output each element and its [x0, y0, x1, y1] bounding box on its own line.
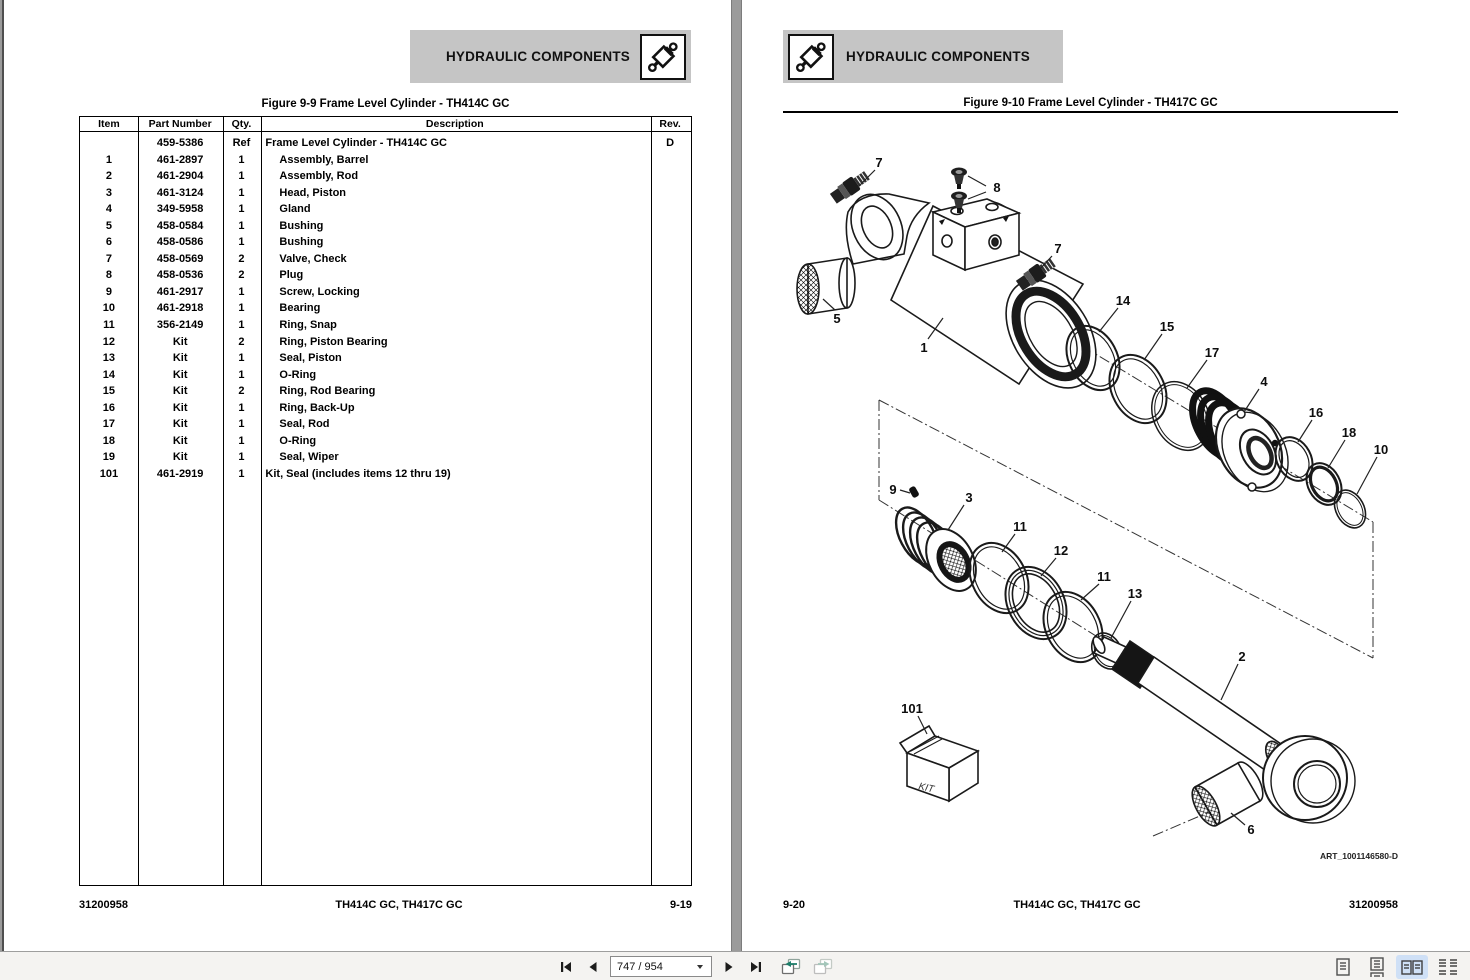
cell-item [80, 135, 138, 152]
previous-page-button[interactable] [583, 957, 603, 977]
two-page-continuous-layout-button[interactable] [1432, 955, 1464, 979]
first-page-icon [558, 959, 574, 975]
cell-qty: 1 [238, 451, 245, 464]
table-row [80, 466, 691, 483]
cell-desc: Ring, Rod Bearing [279, 385, 376, 398]
cell-qty: 1 [238, 319, 245, 332]
piston-head-3 [887, 501, 985, 600]
callout-8: 8 [993, 180, 1001, 195]
cell-item: 6 [105, 236, 112, 249]
cell-item: 16 [102, 401, 116, 414]
cell-part: 459-5386 [156, 137, 204, 149]
cell-item: 14 [102, 368, 116, 381]
cell-rev [649, 267, 691, 284]
cell-part: Kit [172, 352, 188, 365]
table-row [80, 267, 691, 284]
callout-12: 12 [1053, 543, 1069, 558]
page-footer [79, 899, 692, 911]
cell-rev [649, 449, 691, 466]
locking-screw-9 [908, 485, 920, 498]
cell-rev [649, 317, 691, 334]
cell-item: 13 [102, 352, 116, 365]
cell-rev [649, 334, 691, 351]
two-page-continuous-layout-icon [1436, 957, 1460, 977]
callout-17: 17 [1204, 345, 1220, 360]
cell-rev [649, 383, 691, 400]
cell-qty: 2 [238, 269, 245, 282]
single-page-layout-icon [1332, 957, 1354, 977]
bushing-6 [1187, 758, 1269, 830]
chapter-banner-title: HYDRAULIC COMPONENTS [445, 49, 630, 64]
first-page-button[interactable] [556, 957, 576, 977]
cell-part: 461-2904 [156, 170, 204, 183]
table-row [80, 234, 691, 251]
footer-model: TH414C GC, TH417C GC [1013, 899, 1141, 911]
cell-desc: Assembly, Barrel [279, 153, 369, 166]
footer-page-number: 9-20 [783, 899, 806, 911]
footer-doc-number: 31200958 [79, 899, 128, 911]
cell-part: Kit [172, 368, 188, 381]
cell-item: 10 [102, 302, 116, 315]
cell-qty: 1 [238, 186, 245, 199]
continuous-scroll-layout-button[interactable] [1362, 955, 1392, 979]
cell-rev [649, 300, 691, 317]
cell-item: 15 [102, 385, 116, 398]
cell-rev [649, 416, 691, 433]
col-header-part-number: Part Number [148, 118, 212, 130]
cell-rev [649, 234, 691, 251]
cell-desc: Ring, Piston Bearing [279, 335, 388, 348]
table-header-row [80, 117, 691, 132]
hydraulic-cylinder-icon [640, 34, 686, 80]
dropdown-caret-icon [697, 965, 703, 969]
table-column-divider [138, 117, 139, 885]
cell-qty: 2 [238, 252, 245, 265]
cell-desc: Seal, Wiper [279, 451, 339, 464]
page-number-combobox[interactable] [610, 956, 712, 977]
cell-desc: Frame Level Cylinder - TH414C GC [265, 137, 447, 149]
table-row [80, 383, 691, 400]
parts-table [79, 116, 692, 886]
cell-part: 458-0584 [156, 219, 204, 232]
page-footer [783, 899, 1398, 911]
callout-1: 1 [920, 340, 928, 355]
callout-6: 6 [1247, 822, 1255, 837]
cell-part: 461-2897 [156, 153, 204, 166]
previous-view-icon [781, 958, 802, 976]
ring-stack-right [1268, 431, 1372, 534]
cell-qty: 1 [238, 236, 245, 249]
table-row [80, 152, 691, 169]
cell-qty: 2 [238, 335, 245, 348]
seal-kit-box-101 [900, 726, 978, 801]
exploded-view-diagram [742, 0, 1470, 899]
last-page-button[interactable] [746, 957, 766, 977]
cell-part: 461-2917 [156, 285, 204, 298]
table-row [80, 284, 691, 301]
cell-item: 9 [105, 285, 112, 298]
cell-desc: Screw, Locking [279, 285, 360, 298]
table-row [80, 201, 691, 218]
cell-rev [649, 350, 691, 367]
callout-14: 14 [1115, 293, 1131, 308]
cell-rev [649, 400, 691, 417]
cell-item: 18 [102, 434, 116, 447]
cell-desc: Seal, Rod [279, 418, 330, 431]
cell-desc: O-Ring [279, 434, 317, 447]
previous-page-icon [585, 959, 601, 975]
cell-rev: D [666, 137, 675, 149]
cell-desc: Gland [279, 203, 311, 216]
cell-item: 7 [105, 252, 112, 265]
chapter-banner [410, 30, 691, 83]
table-row [80, 135, 691, 152]
cell-item: 11 [103, 319, 115, 332]
cell-item: 17 [102, 418, 116, 431]
table-row [80, 416, 691, 433]
cell-qty: 1 [238, 401, 245, 414]
table-row [80, 350, 691, 367]
cell-part: 461-2919 [156, 467, 204, 480]
callout-7b: 7 [1054, 241, 1062, 256]
table-row [80, 367, 691, 384]
manual-page-left [2, 0, 732, 951]
cell-item: 101 [99, 467, 119, 480]
cell-item: 12 [102, 335, 116, 348]
footer-model: TH414C GC, TH417C GC [335, 899, 463, 911]
table-row [80, 185, 691, 202]
cell-part: Kit [172, 335, 188, 348]
callout-5: 5 [833, 311, 841, 326]
callout-18: 18 [1341, 425, 1357, 440]
cell-item: 8 [105, 269, 112, 282]
cell-desc: Valve, Check [279, 252, 347, 265]
table-row [80, 168, 691, 185]
next-view-icon [813, 958, 834, 976]
cell-rev [649, 201, 691, 218]
table-row [80, 433, 691, 450]
cell-rev [649, 218, 691, 235]
table-row [80, 251, 691, 268]
table-row [80, 334, 691, 351]
manual-page-right [741, 0, 1470, 951]
cell-desc: Ring, Snap [279, 319, 337, 332]
cell-desc: Bushing [279, 219, 324, 232]
figure-title: Figure 9-10 Frame Level Cylinder - TH417C GC [963, 97, 1218, 109]
col-header-rev: Rev. [659, 118, 681, 130]
kit-box-label: KIT [917, 781, 935, 796]
last-page-icon [748, 959, 764, 975]
cell-qty: 2 [238, 385, 245, 398]
plug-upper [951, 168, 967, 190]
cell-part: Kit [172, 434, 188, 447]
callout-13: 13 [1127, 586, 1143, 601]
next-view-button[interactable] [811, 956, 836, 978]
single-page-layout-button[interactable] [1328, 955, 1358, 979]
cell-part: 349-5958 [156, 203, 204, 216]
table-row [80, 400, 691, 417]
page-number-input[interactable] [611, 961, 691, 973]
table-column-divider [261, 117, 262, 885]
cell-part: 458-0569 [156, 252, 204, 265]
cell-item: 1 [105, 153, 112, 166]
cell-desc: Assembly, Rod [279, 170, 359, 183]
cell-part: 458-0586 [156, 236, 204, 249]
cell-item: 3 [105, 186, 112, 199]
cell-item: 19 [102, 451, 116, 464]
cell-part: Kit [172, 451, 188, 464]
callout-101: 101 [901, 701, 923, 716]
cell-desc: Ring, Back-Up [279, 401, 355, 414]
page-navigation-group [556, 955, 836, 978]
callout-9: 9 [889, 482, 897, 497]
cell-qty: 1 [238, 170, 245, 183]
cell-rev [649, 185, 691, 202]
cell-part: 458-0536 [156, 269, 204, 282]
cell-desc: Plug [279, 269, 304, 282]
col-header-item: Item [98, 118, 120, 130]
cell-part: Kit [172, 418, 188, 431]
next-page-icon [721, 959, 737, 975]
callout-11: 11 [1013, 519, 1027, 534]
continuous-scroll-layout-icon [1366, 957, 1388, 977]
cell-qty: 1 [238, 203, 245, 216]
cell-part: Kit [172, 385, 188, 398]
cell-desc: Bushing [279, 236, 324, 249]
previous-view-button[interactable] [779, 956, 804, 978]
footer-doc-number: 31200958 [1349, 899, 1398, 911]
callout-4: 4 [1260, 374, 1268, 389]
cell-qty: 1 [238, 434, 245, 447]
cell-rev [649, 152, 691, 169]
cell-part: Kit [172, 401, 188, 414]
cell-qty: 1 [238, 467, 245, 480]
page-layout-group [1328, 954, 1464, 979]
cell-part: 461-3124 [156, 186, 204, 199]
cell-desc: Head, Piston [279, 186, 347, 199]
cell-rev [649, 168, 691, 185]
cell-qty: 1 [238, 153, 245, 166]
callout-7: 7 [875, 155, 883, 170]
cell-item: 2 [105, 170, 112, 183]
table-column-divider [651, 117, 652, 885]
bushing-5 [797, 258, 855, 314]
table-row [80, 218, 691, 235]
table-row [80, 317, 691, 334]
cell-qty: 1 [238, 302, 245, 315]
cell-qty: 1 [238, 352, 245, 365]
cell-part: 356-2149 [156, 319, 204, 332]
table-row [80, 449, 691, 466]
callout-10: 10 [1373, 442, 1389, 457]
chapter-banner-title: HYDRAULIC COMPONENTS [846, 49, 1031, 64]
col-header-qty: Qty. [231, 118, 252, 130]
callout-3: 3 [965, 490, 973, 505]
cell-rev [649, 367, 691, 384]
next-page-button[interactable] [719, 957, 739, 977]
two-page-layout-icon [1400, 957, 1424, 977]
table-body [80, 132, 691, 482]
callout-16: 16 [1308, 405, 1324, 420]
callout-11b: 11 [1097, 569, 1111, 584]
pdf-viewer-toolbar [0, 951, 1470, 980]
cell-desc: O-Ring [279, 368, 317, 381]
two-page-layout-button[interactable] [1396, 955, 1428, 979]
cell-desc: Seal, Piston [279, 352, 342, 365]
col-header-description: Description [425, 118, 484, 130]
cell-rev [649, 433, 691, 450]
cell-desc: Kit, Seal (includes items 12 thru 19) [265, 467, 451, 480]
cell-rev [649, 251, 691, 268]
footer-page-number: 9-19 [669, 899, 692, 911]
cell-rev [649, 284, 691, 301]
cell-desc: Bearing [279, 302, 321, 315]
cell-qty: 1 [238, 219, 245, 232]
cell-rev [649, 466, 691, 483]
callout-15: 15 [1159, 319, 1175, 334]
table-column-divider [223, 117, 224, 885]
callout-2: 2 [1238, 649, 1246, 664]
cell-item: 4 [105, 203, 112, 216]
cell-part: 461-2918 [156, 302, 204, 315]
figure-title: Figure 9-9 Frame Level Cylinder - TH414C GC [261, 98, 510, 110]
cell-item: 5 [105, 219, 112, 232]
cell-qty: Ref [232, 137, 251, 149]
table-row [80, 300, 691, 317]
cell-qty: 1 [238, 368, 245, 381]
cell-qty: 1 [238, 418, 245, 431]
cell-qty: 1 [238, 285, 245, 298]
art-reference-number: ART_1001146580-D [1320, 851, 1398, 861]
